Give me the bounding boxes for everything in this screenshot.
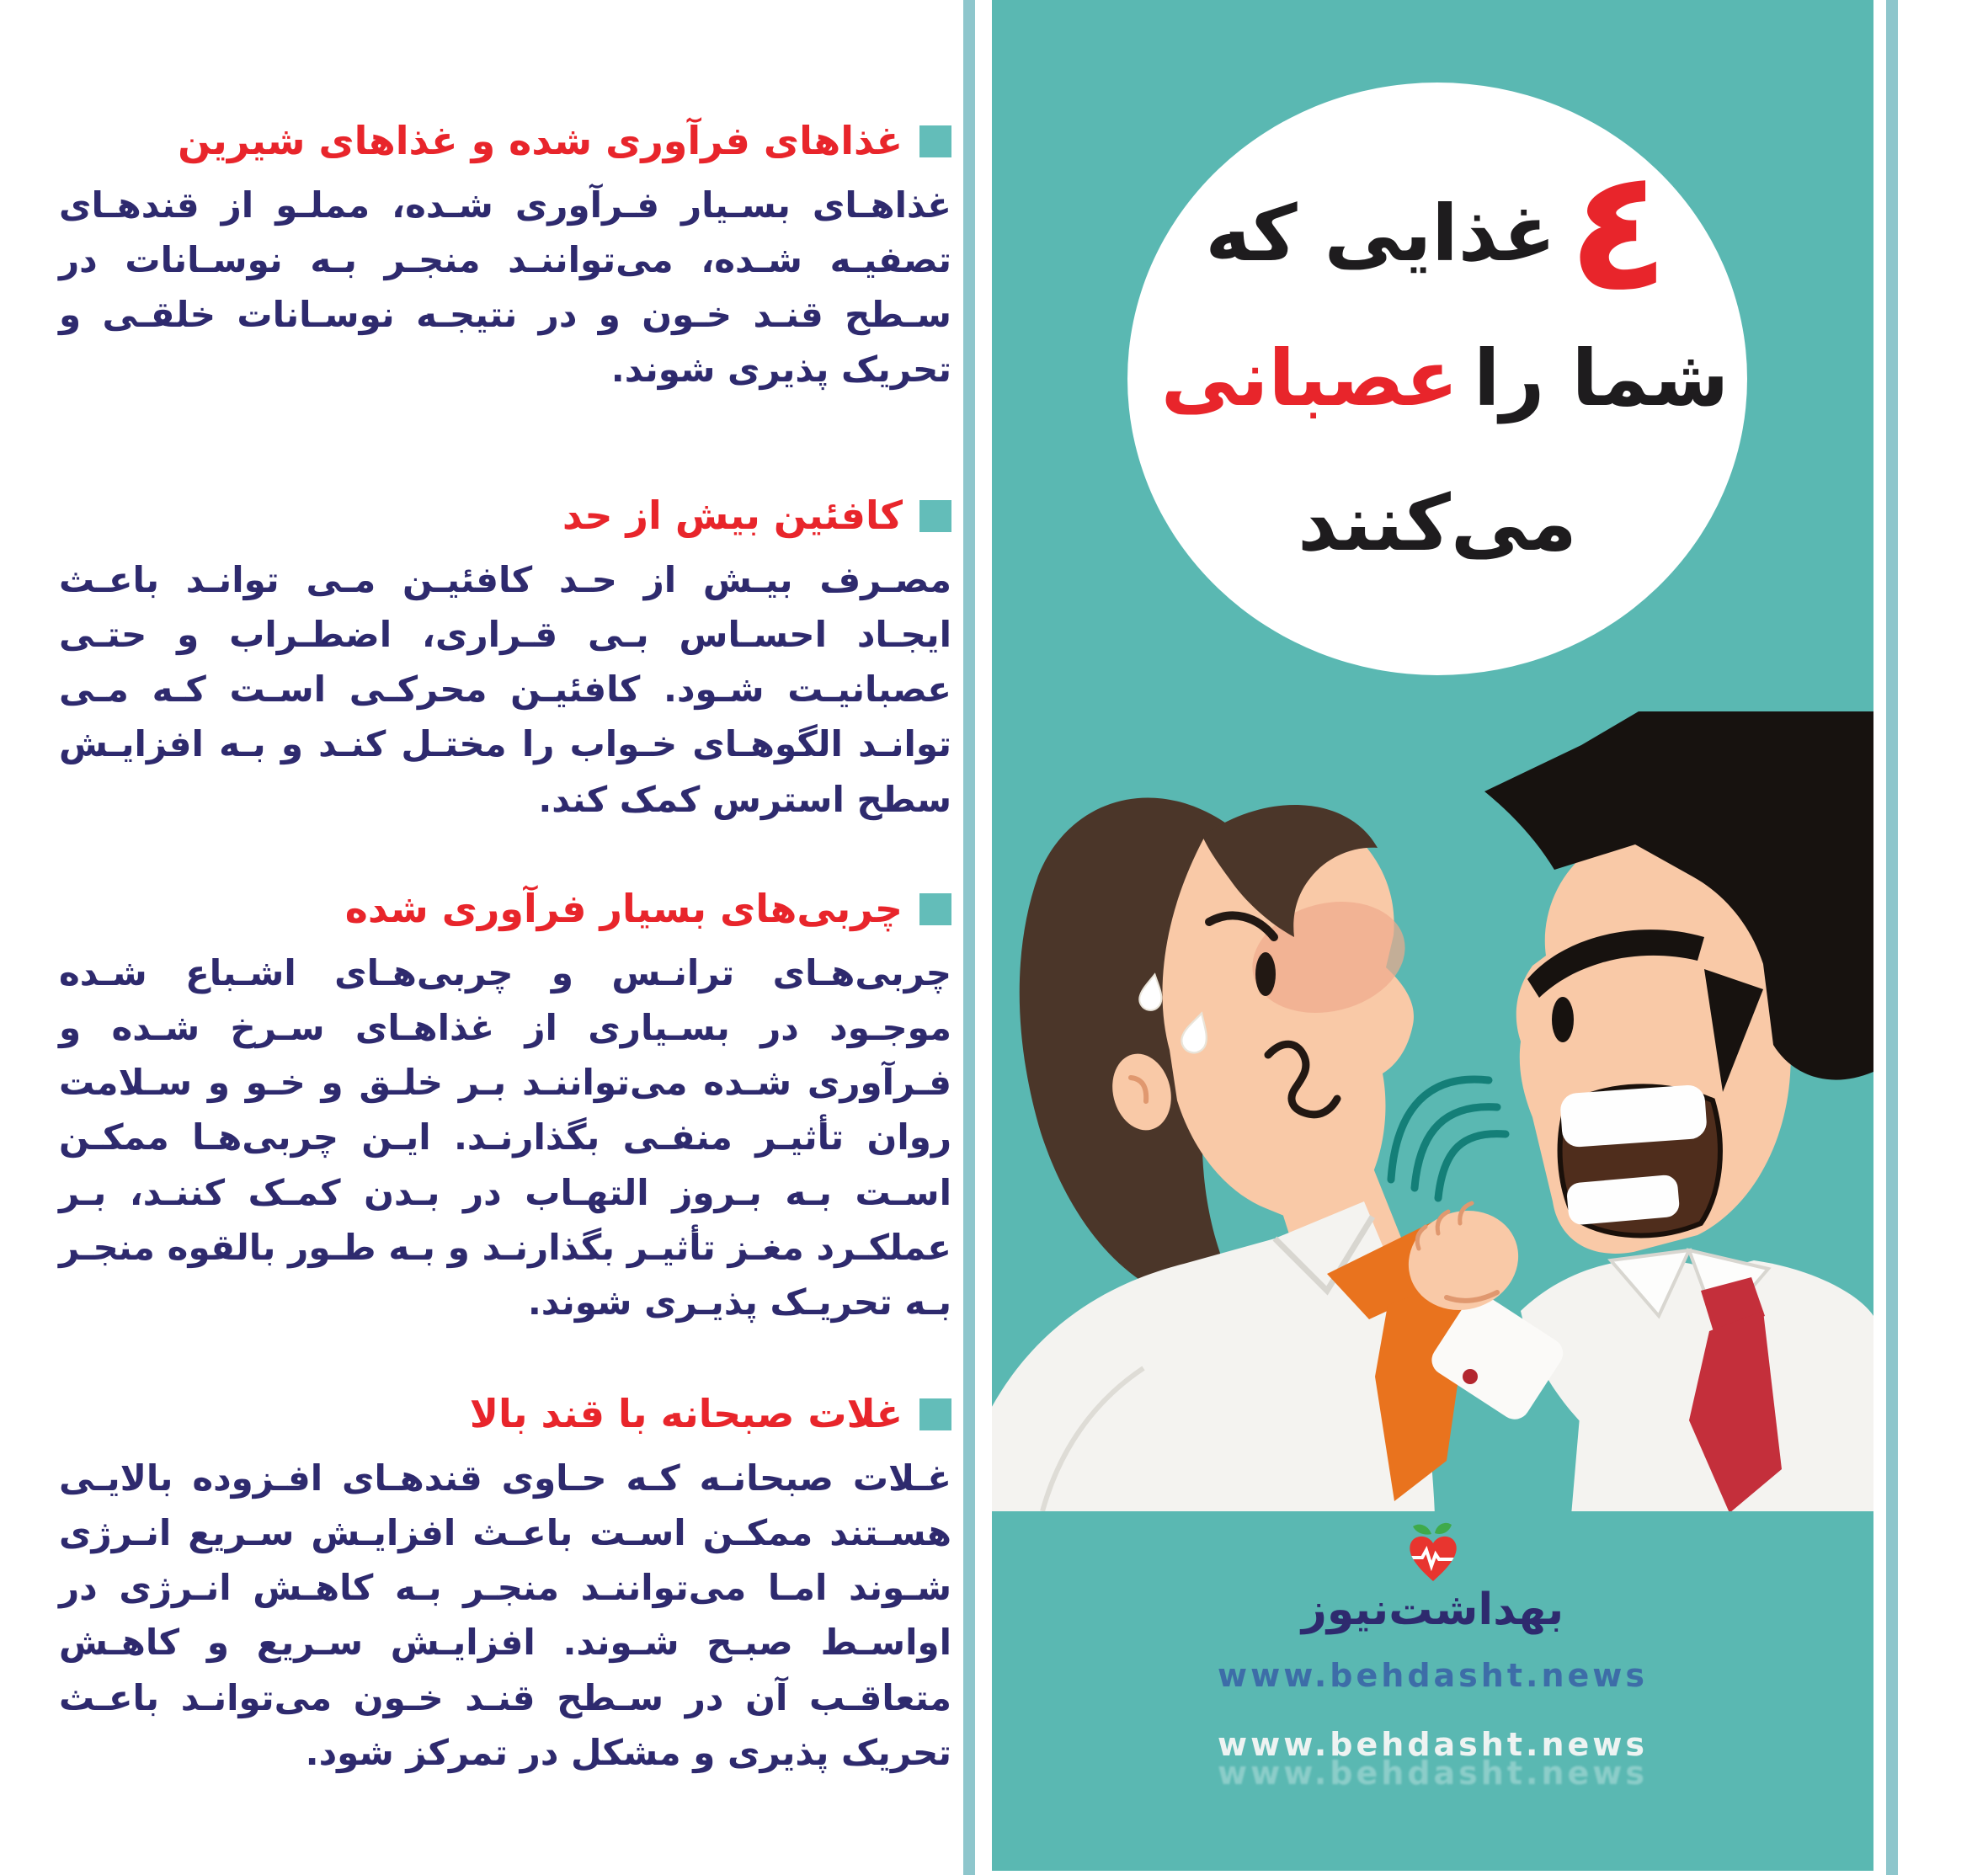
section-heading: غلات صبحانه با قند بالا [469,1391,903,1436]
section-heading: چربی‌های بسیار فرآوری شده [344,886,903,931]
heart-apple-logo-icon [1405,1521,1461,1588]
title-line-2 [1146,306,1729,451]
section-body: چربی‌هـای ترانـس و چربی‌هـای اشـباع شـده موجـود در بسـیاری از غذاهـای سـرخ شـده و فـرآوری شـده می‌تواننـد بـر خلـق و خـو و سـلامت روان تأثیـر منفـی بگذارنـد. ایـن چربی‌هـا ممکـن اسـت بـه بـروز التهـاب در بـدن کمـک کننـد، بـر عملکـرد مغـز تأثیـر بگذارنـد و بـه طـور بالقوه منجـر بـه تحریـک پذیـری شوند. [59,952,951,1323]
website-url-primary: www.behdasht.news [1217,1657,1648,1694]
bullet-square-icon [919,1398,951,1430]
section-body: غذاهـای بسـیار فـرآوری شـده، مملـو از قندهـای تصفیـه شـده، می‌تواننـد منجـر بـه نوسـانات در سـطح قنـد خـون و در نتیجـه نوسـانات خلقـی و تحریک پذیری شوند. [59,184,951,391]
website-url-secondary-text: www.behdasht.news [1217,1726,1648,1763]
bullet-square-icon [919,500,951,532]
section-heading-row [59,1391,951,1437]
section-heading-row [59,886,951,932]
vertical-divider-strip-right [1886,0,1898,1875]
angry-man [1484,711,1873,1511]
section-body: مصـرف بیـش از حـد کافئیـن مـی توانـد باعـث ایجـاد احسـاس بـی قـراری، اضطـراب و حتـی عصبانیـت شـود. کافئیـن محرکـی اسـت کـه مـی توانـد الگوهـای خـواب را مختـل کنـد و بـه افزایـش سطح استرس کمک کند. [59,559,951,820]
brand-name: بهداشت‌نیوز [1301,1585,1564,1635]
big-number-4: ٤ [1567,133,1670,328]
section-body: غـلات صبحانـه کـه حـاوی قندهـای افـزوده بالایـی هسـتند ممکـن اسـت باعـث افزایـش سـریع انـرژی شـوند امـا می‌تواننـد منجـر بـه کاهـش انـرژی در اواسـط صبـح شـوند. افزایـش سـریع و کاهـش متعاقـب آن در سـطح قنـد خـون می‌توانـد باعـث تحریک پذیری و مشکل در تمرکز شود. [59,1457,951,1773]
title-circle [1127,83,1747,675]
section-high-sugar-cereals [59,1391,951,1780]
vertical-divider-strip-left [963,0,975,1875]
title-line-3 [1298,451,1577,596]
title-line-3-text: می‌کنند [1298,478,1577,568]
website-url-reflection: www.behdasht.news [1217,1755,1648,1792]
section-heading: کافئین بیش از حد [562,493,903,538]
section-highly-processed-fats [59,886,951,1329]
title-line-1-text: غذایی که [1205,189,1556,279]
section-heading-row [59,118,951,164]
motion-arcs-icon [1391,1079,1506,1198]
title-highlight-angry: عصبانی [1160,333,1458,423]
bullet-square-icon [919,125,951,157]
section-heading-row [59,493,951,539]
title-line-2-prefix: شما را [1474,333,1730,423]
teal-panel [992,0,1873,1871]
website-url-secondary [992,1726,1873,1792]
title-line-1 [1205,133,1670,328]
two-men-fighting-illustration [992,711,1873,1511]
section-too-much-caffeine [59,493,951,827]
scared-man [992,797,1435,1511]
section-processed-sugary-foods [59,118,951,397]
bullet-square-icon [919,893,951,925]
section-heading: غذاهای فرآوری شده و غذاهای شیرین [178,118,903,163]
